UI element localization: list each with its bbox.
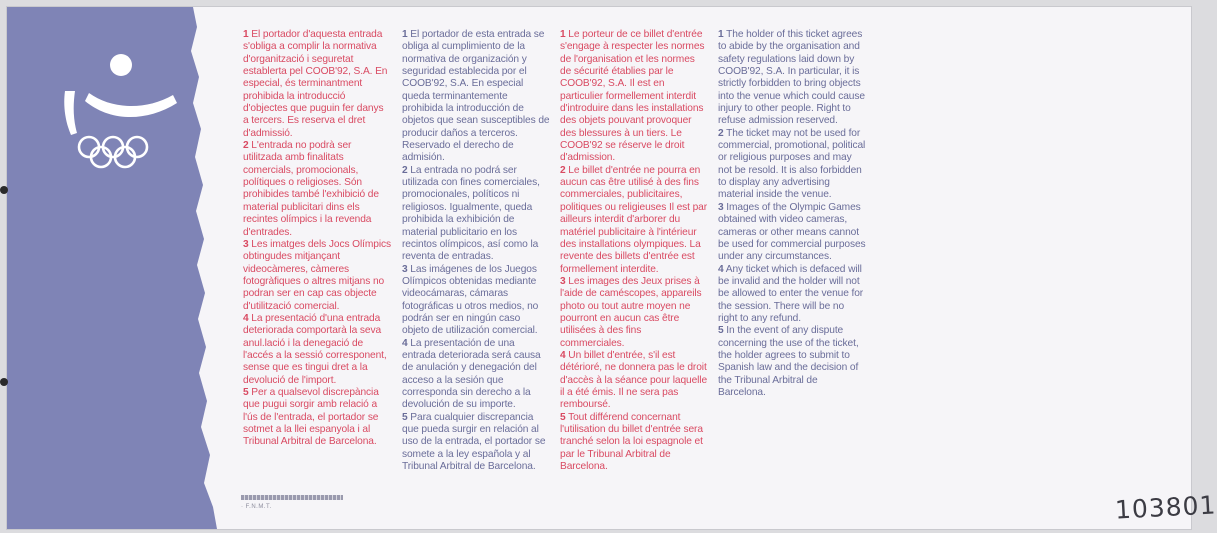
column-spanish xyxy=(402,29,550,473)
barcelona-92-olympic-logo xyxy=(49,47,209,177)
clause-french-3 xyxy=(560,276,708,350)
clause-text: Las imágenes de los Juegos Olímpicos obtenidas mediante videocámaras, cámaras fotográficas u otros medios, no podrán ser en ningún caso objeto de utilización comercial. xyxy=(402,263,539,337)
clause-catalan-2 xyxy=(243,140,391,239)
clause-number: 4 xyxy=(718,263,724,275)
clause-english-5 xyxy=(718,325,866,399)
clause-catalan-4 xyxy=(243,313,391,387)
clause-spanish-5 xyxy=(402,412,550,474)
clause-text: Any ticket which is defaced will be invalid and the holder will not be allowed to enter the venue for the session. There will be no right to any refund. xyxy=(718,263,864,324)
clause-french-4 xyxy=(560,350,708,412)
clause-english-1 xyxy=(718,29,866,128)
clause-spanish-1 xyxy=(402,29,550,165)
clause-text: In the event of any dispute concerning the use of the ticket, the holder agrees to submit to Spanish law and the decision of the Tribunal Arbitral de Barcelona. xyxy=(718,325,859,398)
clause-number: 3 xyxy=(402,263,408,275)
clause-text: The holder of this ticket agrees to abide by the organisation and safety regulations laid down by COOB'92, S.A. In particular, it is strictly forbidden to bring objects into the venue which could cause injury to other people. Right to refuse admission reserved. xyxy=(718,29,865,127)
printer-mark xyxy=(241,495,343,510)
ticket xyxy=(6,6,1217,530)
column-catalan xyxy=(243,29,391,449)
clause-text: Un billet d'entrée, s'il est détérioré, ne donnera pas le droit d'accès à la séance pour laquelle il a été émis. Il ne sera pas remboursé. xyxy=(560,349,708,411)
clause-english-3 xyxy=(718,202,866,264)
clause-text: Le porteur de ce billet d'entrée s'engage à respecter les normes de l'organisation et les normes de sécurité établies par le COOB'92, S.A. Il est en particulier formellement interdit d'introduire dans les installations des objets pouvant provoquer des blessures à un tiers. Le COOB'92 se réserve le droit d'admission. xyxy=(560,29,705,164)
binder-hole xyxy=(0,186,8,194)
column-french xyxy=(560,29,708,473)
clause-text: The ticket may not be used for commercial, promotional, political or religious purposes and may not be resold. It is also forbidden to display any advertising material inside the venue. xyxy=(718,127,866,201)
clause-number: 1 xyxy=(243,29,249,40)
clause-text: Per a qualsevol discrepància que pugui sorgir amb relació a l'ús de l'entrada, el portador se sotmet a la llei espanyola i al Tribunal Arbitral de Barcelona. xyxy=(243,386,379,448)
clause-text: La presentació d'una entrada deteriorada comportarà la seva anul.lació i la denegació de l'accés a la sessió corresponent, sense que es tingui dret a la devolució de l'import. xyxy=(243,312,387,386)
clause-number: 3 xyxy=(560,275,566,287)
clause-number: 5 xyxy=(560,411,566,423)
clause-number: 2 xyxy=(402,164,408,176)
clause-number: 5 xyxy=(402,411,408,423)
clause-number: 2 xyxy=(243,140,249,152)
clause-text: La presentación de una entrada deteriorada será causa de anulación y denegación del acceso a la sesión que corresponda sin derecho a la devolución de su importe. xyxy=(402,337,541,411)
clause-number: 1 xyxy=(402,29,408,40)
clause-english-4 xyxy=(718,264,866,326)
clause-number: 3 xyxy=(243,238,249,250)
clause-text: Les images des Jeux prises à l'aide de caméscopes, appareils photo ou tout autre moyen ne pourront en aucun cas être utilisées à des fins commerciales. xyxy=(560,275,702,349)
clause-french-1 xyxy=(560,29,708,165)
clause-number: 5 xyxy=(718,325,724,337)
clause-number: 5 xyxy=(243,386,249,398)
clause-number: 1 xyxy=(718,29,724,40)
clause-text: Tout différend concernant l'utilisation du billet d'entrée sera tranché selon la loi espagnole et par le Tribunal Arbitral de Barcelona. xyxy=(560,411,703,473)
clause-text: La entrada no podrá ser utilizada con fines comerciales, promocionales, políticos ni religiosos. Igualmente, queda prohibida la exhibición de material publicitario en los recintos olímpicos, así como la reventa de entradas. xyxy=(402,164,540,263)
clause-number: 4 xyxy=(243,312,249,324)
microprint-strip xyxy=(241,495,343,500)
clause-catalan-3 xyxy=(243,239,391,313)
clause-text: L'entrada no podrà ser utilitzada amb finalitats comercials, promocionals, polítiques o religioses. Són prohibides també l'exhibició de material publicitari dins els recintes olímpics i la revenda d'entrades. xyxy=(243,140,379,238)
clause-number: 4 xyxy=(402,337,408,349)
clause-number: 2 xyxy=(718,127,724,139)
clause-number: 3 xyxy=(718,201,724,213)
clause-number: 2 xyxy=(560,164,566,176)
clause-catalan-1 xyxy=(243,29,391,140)
binder-hole xyxy=(0,378,8,386)
clause-text: El portador d'aquesta entrada s'obliga a complir la normativa d'organització i seguretat establerta pel COOB'92, S.A. En especial, és terminantment prohibida la introducció d'objectes que puguin fer danys a tercers. Es reserva el dret d'admissió. xyxy=(243,29,388,139)
clause-text: Para cualquier discrepancia que pueda surgir en relación al uso de la entrada, el portador se somete a la ley española y al Tribunal Arbitral de Barcelona. xyxy=(402,411,546,473)
serial-number: 103801 xyxy=(1114,490,1217,525)
clause-spanish-3 xyxy=(402,264,550,338)
clause-french-5 xyxy=(560,412,708,474)
clause-number: 4 xyxy=(560,349,566,361)
clause-text: Les imatges dels Jocs Olímpics obtingudes mitjançant videocàmeres, càmeres fotogràfiques o altres mitjans no podran ser en cap cas objecte d'utilització comercial. xyxy=(243,238,391,312)
clause-text: Images of the Olympic Games obtained with video cameras, cameras or other means cannot be used for commercial purposes under any circumstances. xyxy=(718,201,866,263)
clause-english-2 xyxy=(718,128,866,202)
printer-mark-text: · F.N.M.T. xyxy=(241,504,272,510)
clause-spanish-2 xyxy=(402,165,550,264)
clause-spanish-4 xyxy=(402,338,550,412)
clause-catalan-5 xyxy=(243,387,391,449)
clause-text: Le billet d'entrée ne pourra en aucun cas être utilisé à des fins commerciales, publicitaires, politiques ou religieuses Il est par ailleurs interdit d'arborer du matériel publicitaire à l'intérieur des installations olympiques. La revente des billets d'entrée est formellement interdite. xyxy=(560,164,708,275)
clause-number: 1 xyxy=(560,29,566,40)
column-english xyxy=(718,29,866,399)
clause-text: El portador de esta entrada se obliga al cumplimiento de la normativa de organización y seguridad establecida por el COOB'92, S.A. En especial queda terminantemente prohibida la introducción de objetos que sean susceptibles de producir daños a terceros. Reservado el derecho de admisión. xyxy=(402,29,550,164)
clause-french-2 xyxy=(560,165,708,276)
